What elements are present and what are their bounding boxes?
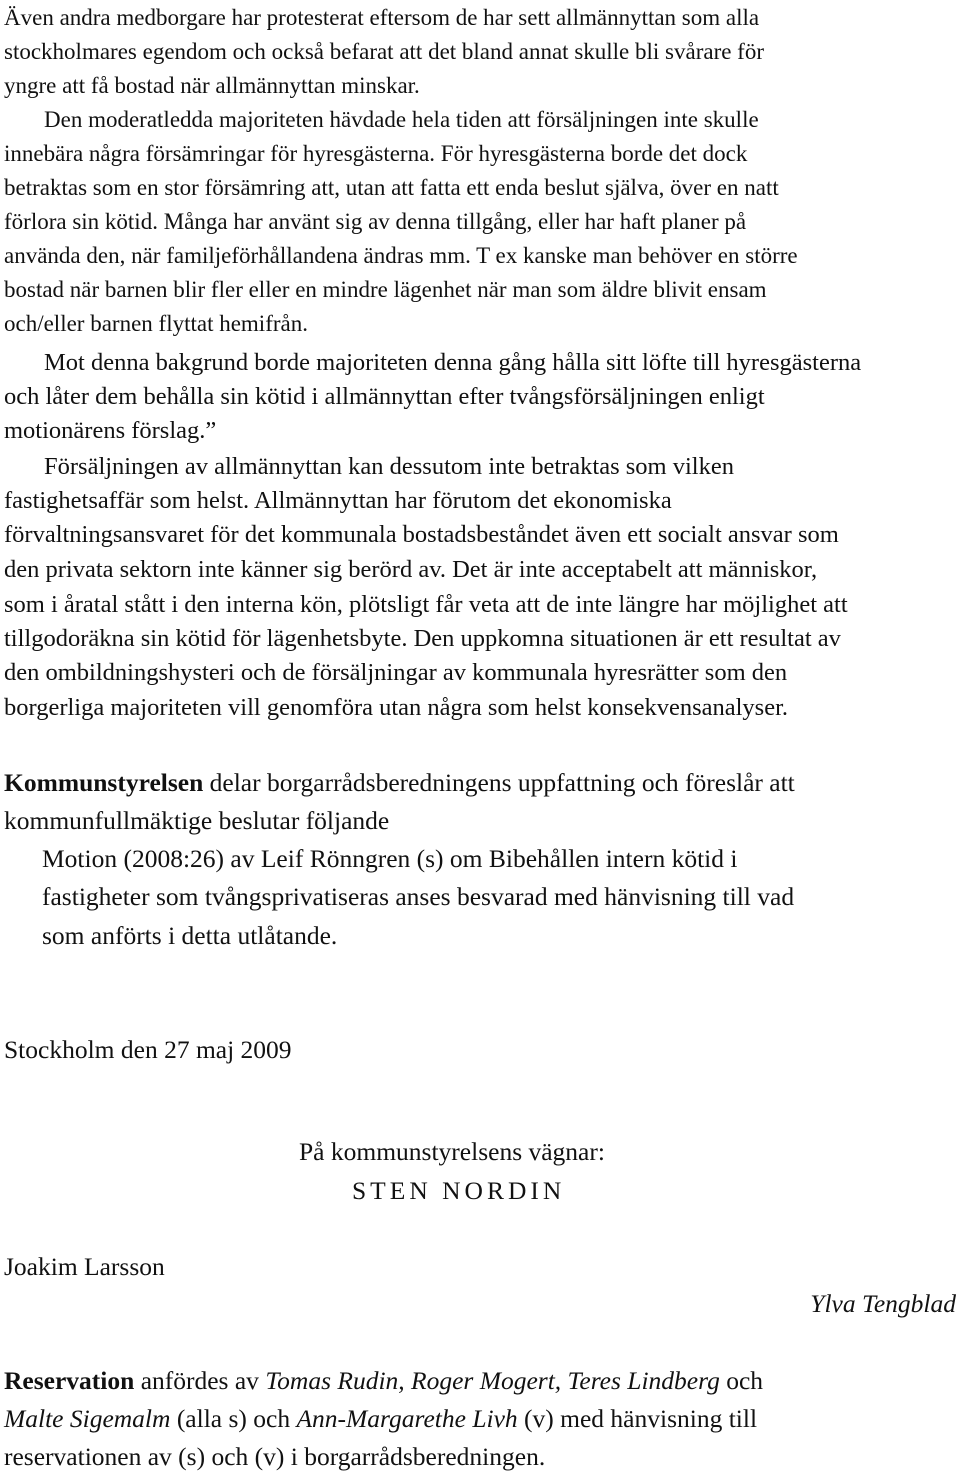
text-line: tillgodoräkna sin kötid för lägenhetsbyte. Den uppkomna situationen är ett resultat av <box>4 625 841 652</box>
signer-right-name: Ylva Tengblad <box>810 1289 956 1318</box>
decision-line: kommunfullmäktige beslutar följande <box>4 806 390 835</box>
reservation-text: (alla s) och <box>170 1404 297 1433</box>
text-line: betraktas som en stor försämring att, utan att fatta ett enda beslut själva, över en natt <box>4 175 779 200</box>
reservation-text: anfördes av <box>134 1366 266 1395</box>
reservation-text: (v) med hänvisning till <box>517 1404 758 1433</box>
decision-line <box>4 770 795 796</box>
text-line: Även andra medborgare har protesterat eftersom de har sett allmännyttan som alla <box>4 5 760 30</box>
text-line: använda den, när familjeförhållandena ändras mm. T ex kanske man behöver en större <box>4 243 798 268</box>
decision-text: delar borgarrådsberedningens uppfattning och föreslår att <box>203 768 795 797</box>
text-line: som i åratal stått i den interna kön, plötsligt får veta att de inte längre har möjlighet att <box>4 591 848 618</box>
text-line: förlora sin kötid. Många har använt sig av denna tillgång, eller har haft planer på <box>4 209 747 234</box>
text-line: Den moderatledda majoriteten hävdade hela tiden att försäljningen inte skulle <box>44 107 759 132</box>
reservation-lead: Reservation <box>4 1366 135 1395</box>
reservation-line <box>4 1406 757 1432</box>
text-line: fastighetsaffär som helst. Allmännyttan har förutom det ekonomiska <box>4 487 672 514</box>
on-behalf-label: På kommunstyrelsens vägnar: <box>299 1137 605 1166</box>
signer-right <box>810 1291 956 1317</box>
place-date: Stockholm den 27 maj 2009 <box>4 1035 292 1064</box>
reservation-text: och <box>719 1366 764 1395</box>
reservation-line <box>4 1368 763 1394</box>
reservation-names: Tomas Rudin, Roger Mogert, Teres Lindberg <box>265 1366 720 1395</box>
text-line: innebära några försämringar för hyresgästerna. För hyresgästerna borde det dock <box>4 141 748 166</box>
text-line: Försäljningen av allmännyttan kan dessutom inte betraktas som vilken <box>44 453 734 480</box>
reservation-names: Malte Sigemalm <box>4 1404 171 1433</box>
text-line: förvaltningsansvaret för det kommunala bostadsbeståndet även ett socialt ansvar som <box>4 521 839 548</box>
text-line: den privata sektorn inte känner sig berörd av. Det är inte acceptabelt att människor, <box>4 556 818 583</box>
text-line: stockholmares egendom och också befarat att det bland annat skulle bli svårare för <box>4 39 764 64</box>
motion-line: som anförts i detta utlåtande. <box>42 921 338 950</box>
decision-lead: Kommunstyrelsen <box>4 768 204 797</box>
text-line: den ombildningshysteri och de försäljningar av kommunala hyresrätter som den <box>4 659 788 686</box>
text-line: Mot denna bakgrund borde majoriteten denna gång hålla sitt löfte till hyresgästerna <box>44 349 862 376</box>
motion-line: Motion (2008:26) av Leif Rönngren (s) om Bibehållen intern kötid i <box>42 844 738 873</box>
text-line: och/eller barnen flyttat hemifrån. <box>4 311 308 336</box>
text-line: motionärens förslag.” <box>4 417 217 444</box>
text-line: bostad när barnen blir fler eller en mindre lägenhet när man som äldre blivit ensam <box>4 277 767 302</box>
text-line: yngre att få bostad när allmännyttan minskar. <box>4 73 420 98</box>
reservation-names: Ann-Margarethe Livh <box>296 1404 518 1433</box>
chair-name: STEN NORDIN <box>352 1176 566 1205</box>
text-line: och låter dem behålla sin kötid i allmännyttan efter tvångsförsäljningen enligt <box>4 383 765 410</box>
reservation-line: reservationen av (s) och (v) i borgarrådsberedningen. <box>4 1442 546 1471</box>
signer-left: Joakim Larsson <box>4 1252 165 1281</box>
motion-line: fastigheter som tvångsprivatiseras anses besvarad med hänvisning till vad <box>42 882 795 911</box>
text-line: borgerliga majoriteten vill genomföra utan några som helst konsekvensanalyser. <box>4 694 789 721</box>
